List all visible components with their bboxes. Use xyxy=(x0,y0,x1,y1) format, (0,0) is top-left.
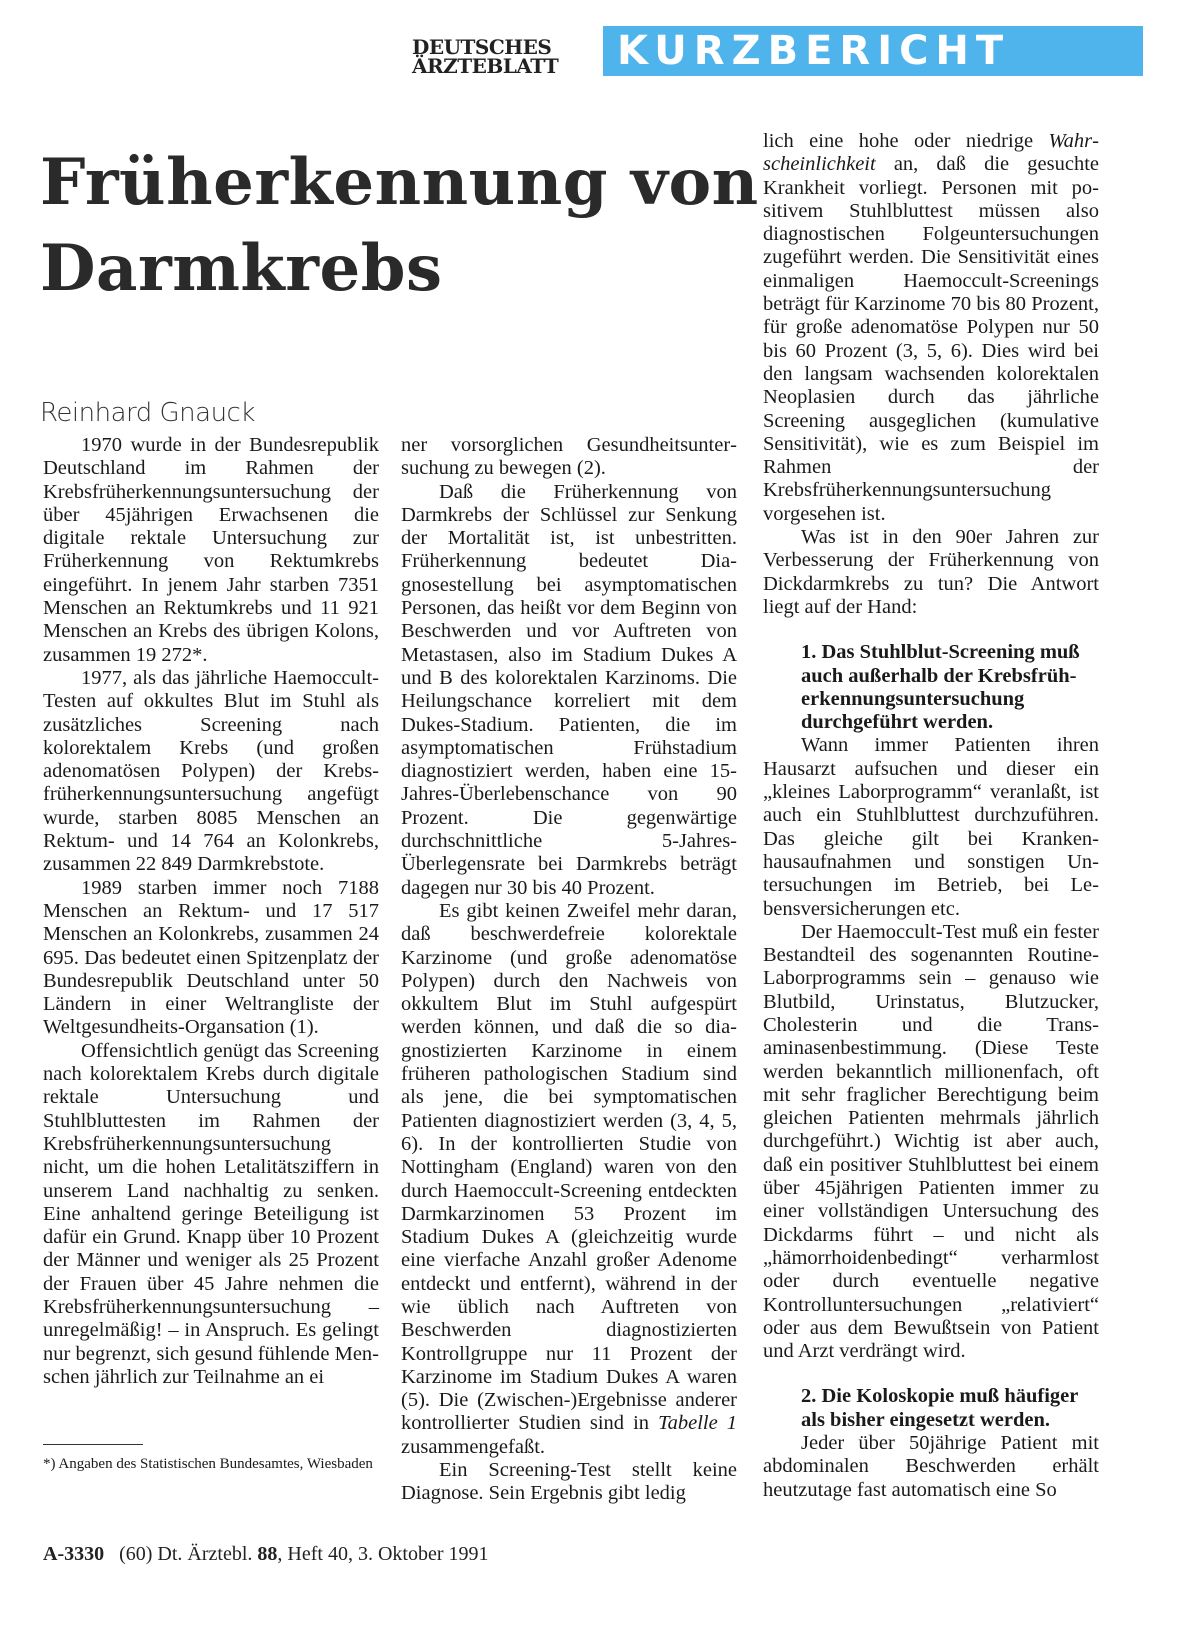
paragraph-text: Es gibt keinen Zweifel mehr daran, daß beschwerdefreie kolorektale Karzinome (und große adenomatöse Polypen) durch den Nachweis von okkultem Blut im Stuhl aufgespürt werden können, und daß die so diagnostizierten Karzinome in einem früheren pathologischen Stadium sind als jene, die bei symptomatischen Patienten diagnostiziert werden (3, 4, 5, 6). In der kontrollierten Studie von Nottingham (England) waren von den durch Haemoccult-Screening entdeckten Darmkarzinomen 53 Prozent im Stadium Dukes A (gleichzeitig wurde eine vierfache Anzahl großer Adenome entdeckt und entfernt), während in der wie üblich nach Auftreten von Beschwerden diagnostizierten Kontrollgruppe nur 11 Prozent der Karzinome im Stadium Dukes A waren (5). Die (Zwischen-)Ergebnisse anderer kontrollierter Studien sind in xyxy=(401,899,737,1435)
paragraph: Jeder über 50jährige Patient mit abdominalen Beschwerden erhält heutzutage fast automatisch eine So xyxy=(763,1432,1099,1501)
paragraph: Wann immer Patienten ihren Hausarzt aufsuchen und dieser ein „kleines Laborprogramm“ veranlaßt, ist auch ein Stuhlbluttest durchzuführen. Das gleiche gilt bei Krankenhausaufnahmen und sonstigen Untersuchungen im Betrieb, bei Lebensversicherungen etc. xyxy=(763,734,1099,920)
article-title-line1: Früherkennung von xyxy=(40,145,759,220)
paragraph-text: an, daß die gesuchte Krankheit vorliegt. Personen mit positivem Stuhlbluttest müssen also diagnostischen Folgeuntersuchungen zugeführt werden. Die Sensitivität eines einmaligen Haemoccult-Screenings beträgt für Karzinome 70 bis 80 Prozent, für große adenomatöse Polypen nur 50 bis 60 Prozent (3, 5, 6). Dies wird bei den langsam wachsenden kolorektalen Neoplasien durch das jährliche Screening ausgeglichen (kumulative Sensitivität), wie es zum Beispiel im Rahmen der Krebsfrüherkennungsuntersuchung vorgesehen ist. xyxy=(763,153,1099,525)
paragraph: Offensichtlich genügt das Screening nach kolorektalem Krebs durch digitale rektale Untersuchung und Stuhlbluttesten im Rahmen der Krebsfrüherkennungsuntersuchung nicht, um die hohen Letalitätsziffern in unserem Land nachhaltig zu senken. Eine anhaltend geringe Beteiligung ist dafür ein Grund. Knapp über 10 Prozent der Männer und weniger als 25 Prozent der Frauen über 45 Jahre nehmen die Krebsfrüherkennungsuntersuchung – unregelmäßig! – in Anspruch. Es gelingt nur begrenzt, sich gesund fühlende Menschen jährlich zur Teilnahme an ei xyxy=(43,1039,379,1388)
paragraph: Daß die Früherkennung von Darmkrebs der Schlüssel zur Senkung der Mortalität ist, ist unbestritten. Früherkennung bedeutet Diagnosestellung bei asymptomatischen Personen, das heißt vor dem Beginn von Beschwerden und vor Auftreten von Metastasen, also im Stadium Dukes A und B des kolorektalen Karzinoms. Die Heilungschance korreliert mit dem Dukes-Stadium. Patienten, die im asymptomatischen Frühstadium diagnostiziert werden, haben eine 15-Jahres-Überlebenschance von 90 Prozent. Die gegenwärtige durchschnittliche 5-Jahres-Überlegensrate bei Darmkrebs beträgt dagegen nur 30 bis 40 Prozent. xyxy=(401,480,737,899)
paragraph: 1970 wurde in der Bundesrepublik Deutschland im Rahmen der Krebsfrüherkennungsuntersuchung der über 45jährigen Erwachsenen die digitale rektale Untersuchung zur Früherkennung von Rektumkrebs eingeführt. In jenem Jahr starben 7351 Menschen an Rektumkrebs und 11 921 Menschen an Krebs des übrigen Kolons, zusammen 19 272*. xyxy=(43,434,379,666)
journal-name xyxy=(412,35,597,78)
page-number: A-3330 xyxy=(43,1543,105,1565)
citation-prefix: (60) Dt. Ärztebl. xyxy=(119,1543,253,1565)
table-reference: Tabelle 1 xyxy=(658,1412,737,1435)
paragraph: 1977, als das jährliche Haemoccult-Testen auf okkultes Blut im Stuhl als zusätzliches Screening nach kolorektalem Krebs (und großen adenomatösen Polypen) der Krebsfrüherkennungsuntersuchung angefügt wurde, starben 8085 Menschen an Rektum- und 14 764 an Kolonkrebs, zusammen 22 849 Darmkrebstote. xyxy=(43,666,379,876)
paragraph xyxy=(763,130,1099,526)
paragraph: Der Haemoccult-Test muß ein fester Bestandteil des sogenannten Routine-Laborprogramms sein – genauso wie Blutbild, Urinstatus, Blutzucker, Cholesterin und die Transaminasenbestimmung. (Diese Teste werden bekanntlich millionenfach, oft mit sehr fraglicher Berechtigung beim gleichen Patienten mehrmals jährlich durchgeführt.) Wichtig ist aber auch, daß ein positiver Stuhlbluttest bei einem über 45jährigen Patienten immer zu einer vollständigen Untersuchung des Dickdarms führt – und nicht als „hämorrhoidenbedingt“ verharmlost oder durch eventuelle negative Kontrolluntersuchungen „relativiert“ oder aus dem Bewußtsein von Patient und Arzt verdrängt wird. xyxy=(763,920,1099,1363)
page-footer xyxy=(43,1543,488,1566)
paragraph-text: lich eine hohe oder niedrige xyxy=(763,130,1049,152)
volume-number: 88 xyxy=(257,1543,278,1565)
section-heading: 1. Das Stuhlblut-Screening muß auch außerhalb der Krebsfrüherkennungsuntersuchung durchgeführt werden. xyxy=(801,641,1080,734)
journal-name-line2: ÄRZTEBLATT xyxy=(412,54,559,78)
section-banner: KURZBERICHT xyxy=(603,26,1143,76)
article-author: Reinhard Gnauck xyxy=(40,398,255,428)
article-title-line2: Darmkrebs xyxy=(40,231,443,306)
paragraph: 1989 starben immer noch 7188 Menschen an Rektum- und 17 517 Menschen an Kolonkrebs, zusammen 24 695. Das bedeutet einen Spitzenplatz der Bundesrepublik Deutschland unter 50 Ländern in einer Weltrangliste der Weltgesundheits-Organsation (1). xyxy=(43,876,379,1039)
text-column-3 xyxy=(763,130,1099,1502)
section-heading: 2. Die Koloskopie muß häufiger als bisher eingesetzt werden. xyxy=(801,1385,1078,1431)
paragraph: Ein Screening-Test stellt keine Diagnose. Sein Ergebnis gibt ledig xyxy=(401,1459,737,1505)
text-column-2 xyxy=(401,434,737,1506)
paragraph: Was ist in den 90er Jahren zur Verbesserung der Früherkennung von Dickdarmkrebs zu tun? Die Antwort liegt auf der Hand: xyxy=(763,526,1099,618)
paragraph xyxy=(401,900,737,1459)
paragraph: ner vorsorglichen Gesundheitsuntersuchung zu bewegen (2). xyxy=(401,434,737,480)
citation-suffix: , Heft 40, 3. Oktober 1991 xyxy=(277,1543,489,1565)
journal-name-line1: DEUTSCHES xyxy=(412,35,552,59)
paragraph-text: zusammengefaßt. xyxy=(401,1435,546,1458)
text-column-1 xyxy=(43,434,379,1389)
footnote-divider xyxy=(43,1444,143,1445)
article-title xyxy=(40,140,760,312)
footnote: *) Angaben des Statistischen Bundesamtes, Wiesbaden xyxy=(43,1456,373,1472)
emphasis: Wahrscheinlichkeit xyxy=(763,130,1099,176)
